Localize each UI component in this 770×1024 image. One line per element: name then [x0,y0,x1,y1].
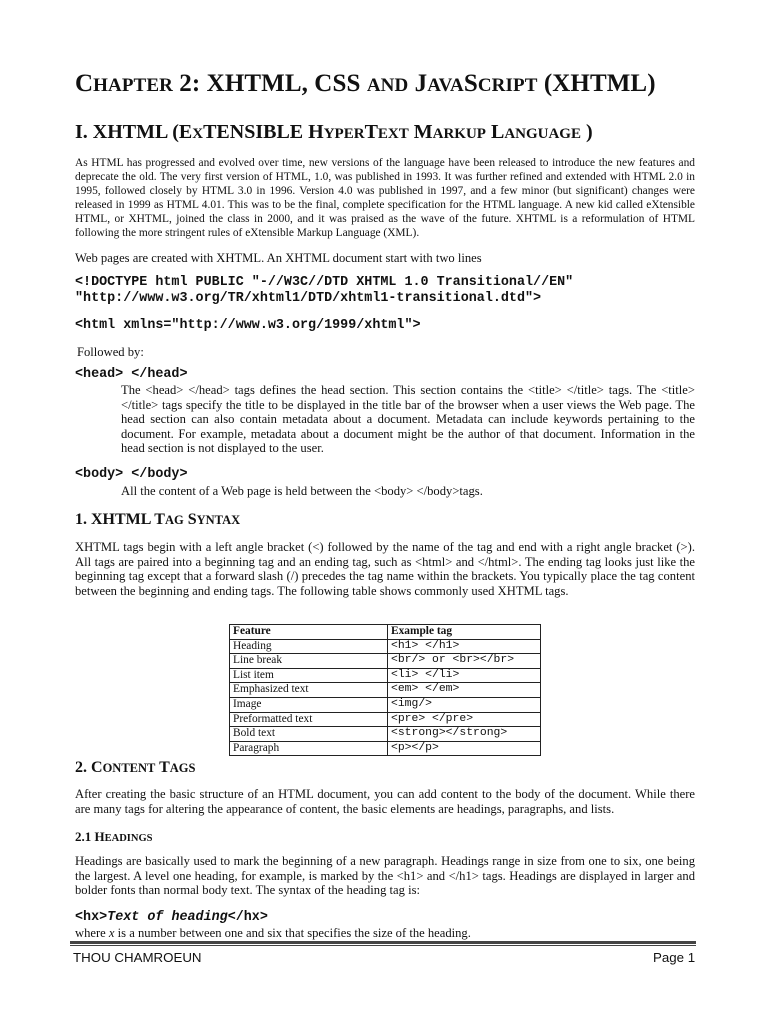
table-cell-feature: Bold text [230,727,388,742]
footer-page-number: Page 1 [653,950,696,965]
table-cell-feature: Emphasized text [230,683,388,698]
table-cell-example: <h1> </h1> [388,639,541,654]
table-row [230,727,541,742]
table-cell-example: <pre> </pre> [388,712,541,727]
footer-rule-thick [70,941,696,944]
followed-by: Followed by: [77,345,144,359]
table-cell-feature: Paragraph [230,741,388,756]
section-heading-xhtml: I. XHTML (EXTENSIBLE HYPERTEXT MARKUP LANGUAGE ) [75,121,593,143]
table-cell-feature: Line break [230,654,388,669]
where-line: where x is a number between one and six that specifies the size of the heading. [75,926,471,940]
table-cell-example: <br/> or <br></br> [388,654,541,669]
table-cell-example: <img/> [388,697,541,712]
doctype-line-1: <!DOCTYPE html PUBLIC "-//W3C//DTD XHTML 1.0 Transitional//EN" [75,275,574,290]
table-cell-example: <li> </li> [388,668,541,683]
table-cell-feature: Heading [230,639,388,654]
table-row [230,741,541,756]
web-pages-line: Web pages are created with XHTML. An XHTML document start with two lines [75,251,482,265]
head-description: The <head> </head> tags defines the head section. This section contains the <title> </title> tags. The <title> </title> tags specify the title to be displayed in the title bar of the browser when a user views the Web page. The head section can also contain metadata about a document. Metadata can include keywords pertaining to the document. For example, metadata about a document might be the author of that document. Information in the head section is not displayed to the user. [121,383,695,456]
table-row [230,683,541,698]
footer-rule-thin [70,945,696,946]
body-description: All the content of a Web page is held between the <body> </body>tags. [121,484,483,498]
content-tags-paragraph: After creating the basic structure of an HTML document, you can add content to the body of the document. While there are many tags for altering the appearance of content, the basic elements are headings, paragraphs, and lists. [75,787,695,816]
table-header-row [230,625,541,640]
doctype-line-2: "http://www.w3.org/TR/xhtml1/DTD/xhtml1-transitional.dtd"> [75,291,542,306]
footer-author: THOU CHAMROEUN [73,950,202,965]
table-cell-feature: List item [230,668,388,683]
table-row [230,654,541,669]
table-header-example: Example tag [388,625,541,640]
body-tag-code: <body> </body> [75,467,188,482]
table-row [230,639,541,654]
table-row [230,697,541,712]
table-row [230,668,541,683]
table-row [230,712,541,727]
tags-table [229,624,541,756]
intro-paragraph: As HTML has progressed and evolved over time, new versions of the language have been released to introduce the new features and deprecate the old. The very first version of HTML, 1.0, was published in 1993. It was further refined and extended with HTML 2.0 in 1995, followed closely by HTML 3.0 in 1996. Version 4.0 was published in 1997, and a few minor (but significant) changes were released in 1999 as HTML 4.01. This was to be the final, complete specification for the HTML language. A new kid called eXtensible HTML, or XHTML, joined the class in 2000, and it was praised as the wave of the future. XHTML is a reformulation of HTML following the more stringent rules of eXtensible Markup Language (XML). [75,157,695,240]
table-cell-feature: Preformatted text [230,712,388,727]
table-cell-example: <strong></strong> [388,727,541,742]
table-cell-example: <em> </em> [388,683,541,698]
headings-paragraph: Headings are basically used to mark the beginning of a new paragraph. Headings range in size from one to six, one being the largest. A level one heading, for example, is marked by the <h1> and </h1> tags. Headings are displayed in larger and bolder fonts than normal body text. The syntax of the heading tag is: [75,854,695,898]
section-heading-headings: 2.1 HEADINGS [75,829,153,844]
html-line: <html xmlns="http://www.w3.org/1999/xhtml"> [75,318,421,333]
section-heading-tag-syntax: 1. XHTML TAG SYNTAX [75,511,241,528]
table-cell-feature: Image [230,697,388,712]
table-header-feature: Feature [230,625,388,640]
section-heading-content-tags: 2. CONTENT TAGS [75,759,196,776]
chapter-title: CHAPTER 2: XHTML, CSS AND JAVASCRIPT (XHTML) [75,70,656,97]
head-tag-code: <head> </head> [75,367,188,382]
table-cell-example: <p></p> [388,741,541,756]
tag-syntax-paragraph: XHTML tags begin with a left angle bracket (<) followed by the name of the tag and end with a right angle bracket (>). All tags are paired into a beginning tag and an ending tag, such as <html> and </html>. The ending tag looks just like the beginning tag except that a forward slash (/) precedes the tag name within the brackets. You typically place the tag content between the beginning and ending tags. The following table shows commonly used XHTML tags. [75,540,695,598]
hx-syntax-code: <hx>Text of heading</hx> [75,910,268,925]
